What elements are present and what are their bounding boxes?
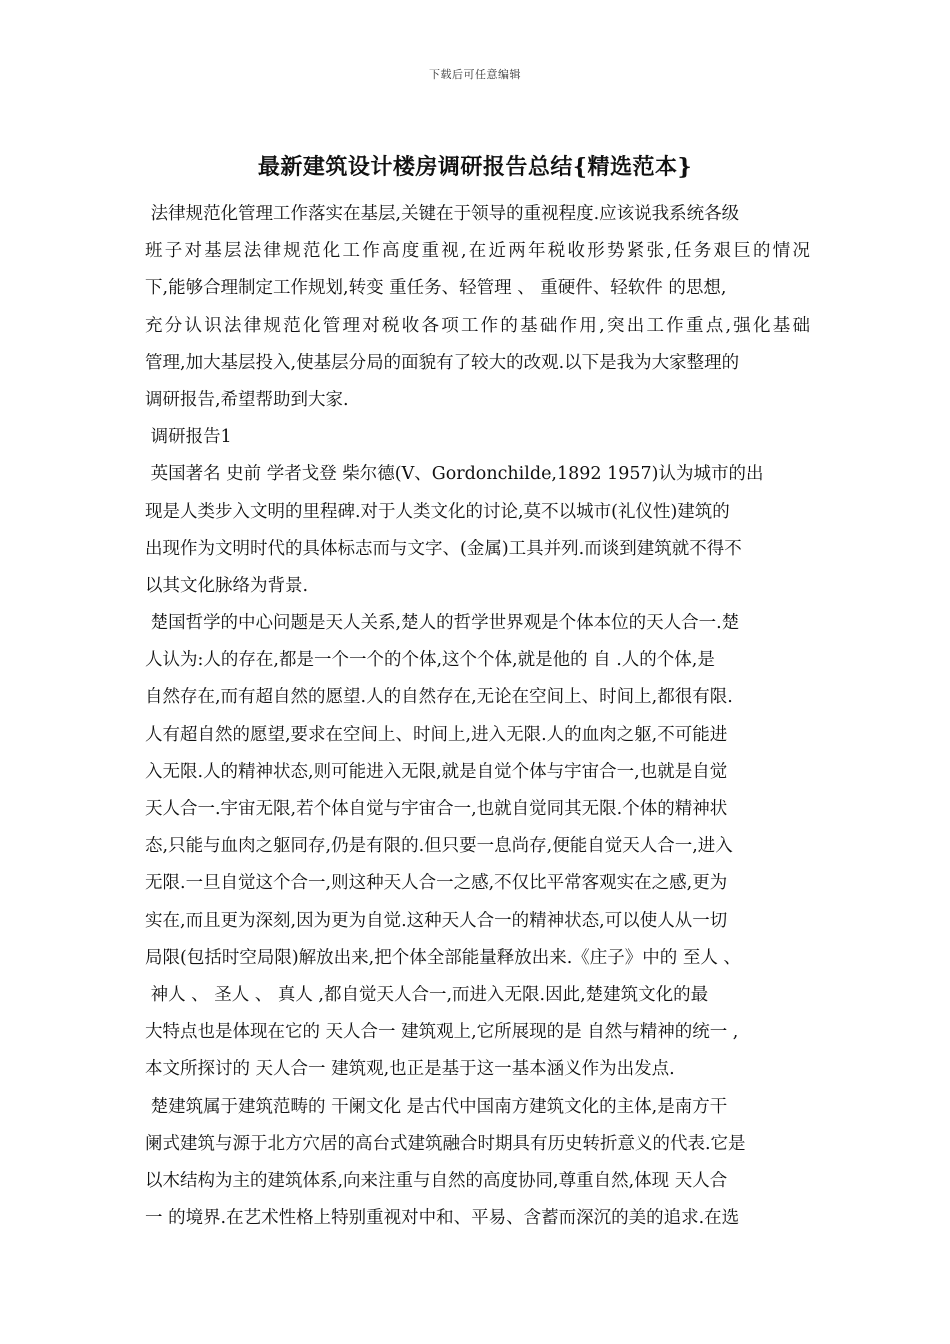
text-line: 大特点也是体现在它的 天人合一 建筑观上,它所展现的是 自然与精神的统一 , [145, 1022, 739, 1043]
text-line: 现是人类步入文明的里程碑.对于人类文化的讨论,莫不以城市(礼仪性)建筑的 [145, 501, 730, 522]
text-line: 楚建筑属于建筑范畴的 干阑文化 是古代中国南方建筑文化的主体,是南方干 [145, 1096, 728, 1117]
text-line: 下,能够合理制定工作规划,转变 重任务、轻管理 、 重硬件、轻软件 的思想, [145, 278, 727, 299]
text-line: 自然存在,而有超自然的愿望.人的自然存在,无论在空间上、时间上,都很有限. [145, 687, 733, 708]
text-line: 人有超自然的愿望,要求在空间上、时间上,进入无限.人的血肉之躯,不可能进 [145, 724, 728, 745]
text-line: 本文所探讨的 天人合一 建筑观,也正是基于这一基本涵义作为出发点. [145, 1059, 675, 1080]
text-line: 入无限.人的精神状态,则可能进入无限,就是自觉个体与宇宙合一,也就是自觉 [145, 761, 728, 782]
text-line: 局限(包括时空局限)解放出来,把个体全部能量释放出来.《庄子》中的 至人 、 [145, 947, 741, 968]
text-line: 管理,加大基层投入,使基层分局的面貌有了较大的改观.以下是我为大家整理的 [145, 352, 740, 373]
text-line: 班子对基层法律规范化工作高度重视,在近两年税收形势紧张,任务艰巨的情况 [145, 241, 810, 262]
text-line: 调研报告,希望帮助到大家. [145, 389, 349, 410]
text-line: 无限.一旦自觉这个合一,则这种天人合一之感,不仅比平常客观实在之感,更为 [145, 873, 728, 894]
text-line: 态,只能与血肉之躯同存,仍是有限的.但只要一息尚存,便能自觉天人合一,进入 [145, 836, 733, 857]
text-line: 楚国哲学的中心问题是天人关系,楚人的哲学世界观是个体本位的天人合一.楚 [145, 613, 740, 634]
document-body [145, 196, 810, 1237]
text-line: 以其文化脉络为背景. [145, 575, 309, 596]
section-heading: 调研报告1 [145, 427, 232, 448]
text-line: 实在,而且更为深刻,因为更为自觉.这种天人合一的精神状态,可以使人从一切 [145, 910, 728, 931]
text-line: 天人合一.宇宙无限,若个体自觉与宇宙合一,也就自觉同其无限.个体的精神状 [145, 799, 728, 819]
text-line: 神人 、 圣人 、 真人 ,都自觉天人合一,而进入无限.因此,楚建筑文化的最 [145, 984, 709, 1005]
text-line: 法律规范化管理工作落实在基层,关键在于领导的重视程度.应该说我系统各级 [145, 204, 740, 224]
text-line: 英国著名 史前 学者戈登 柴尔德(V、Gordonchilde,1892 1957)认为城市的出 [145, 464, 764, 485]
text-line: 阑式建筑与源于北方穴居的高台式建筑融合时期具有历史转折意义的代表.它是 [145, 1133, 746, 1154]
document-title: 最新建筑设计楼房调研报告总结{精选范本} [257, 154, 693, 180]
header-note: 下载后可任意编辑 [429, 68, 521, 81]
text-line: 人认为:人的存在,都是一个一个的个体,这个个体,就是他的 自 .人的个体,是 [145, 650, 715, 671]
text-line: 以木结构为主的建筑体系,向来注重与自然的高度协同,尊重自然,体现 天人合 [145, 1170, 728, 1191]
text-line: 充分认识法律规范化管理对税收各项工作的基础作用,突出工作重点,强化基础 [145, 315, 810, 336]
text-line: 一 的境界.在艺术性格上特别重视对中和、平易、含蓄而深沉的美的追求.在选 [145, 1208, 740, 1229]
text-line: 出现作为文明时代的具体标志而与文字、(金属)工具并列.而谈到建筑就不得不 [145, 538, 742, 559]
